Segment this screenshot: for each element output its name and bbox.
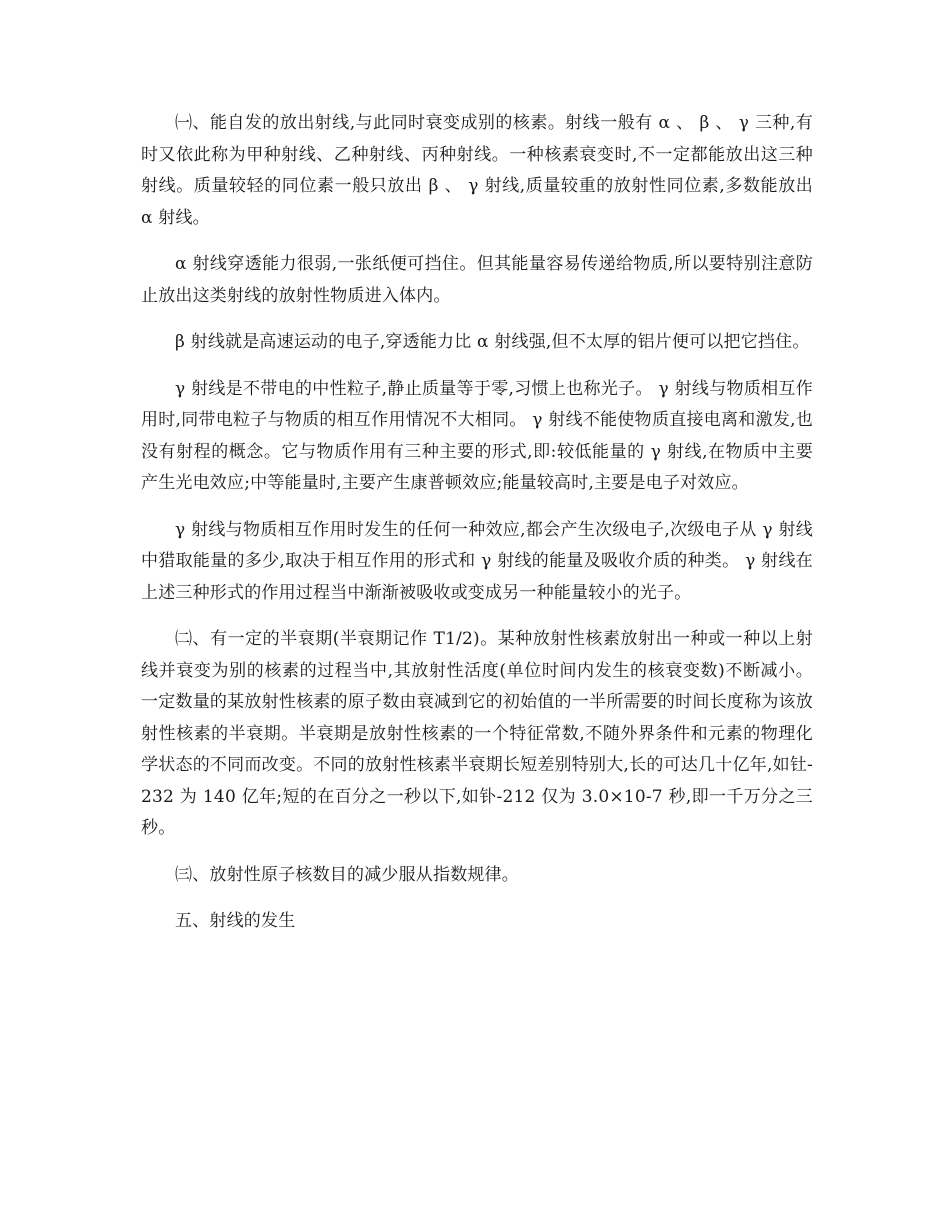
section-heading-ray-generation: 五、射线的发生: [175, 911, 296, 931]
paragraph-gamma-rays: γ 射线是不带电的中性粒子,静止质量等于零,习惯上也称光子。 γ 射线与物质相互作用时,同带电粒子与物质的相互作用情况不大相同。 γ 射线不能使物质直接电离和激发,也没有射程的概念。它与物质作用有三种主要的形式,即:较低能量的 γ 射线,在物质中主要产生光电效应;中等能量时,主要产生康普顿效应;能量较高时,主要是电子对效应。: [141, 378, 813, 493]
paragraph-beta-rays: β 射线就是高速运动的电子,穿透能力比 α 射线强,但不太厚的铝片便可以把它挡住。: [175, 332, 810, 352]
paragraph-decay-intro: ㈠、能自发的放出射线,与此同时衰变成别的核素。射线一般有 α 、 β 、 γ 三种,有时又依此称为甲种射线、乙种射线、丙种射线。一种核素衰变时,不一定都能放出这三种射线。质量较轻的同位素一般只放出 β 、 γ 射线,质量较重的放射性同位素,多数能放出 α 射线。: [141, 113, 813, 228]
paragraph-alpha-rays: α 射线穿透能力很弱,一张纸便可挡住。但其能量容易传递给物质,所以要特别注意防止放出这类射线的放射性物质进入体内。: [141, 254, 813, 306]
paragraph-gamma-effects: γ 射线与物质相互作用时发生的任何一种效应,都会产生次级电子,次级电子从 γ 射线中猎取能量的多少,取决于相互作用的形式和 γ 射线的能量及吸收介质的种类。 γ 射线在上述三种形式的作用过程当中渐渐被吸收或变成另一种能量较小的光子。: [141, 519, 813, 603]
document-body: [141, 108, 813, 953]
paragraph-half-life: ㈡、有一定的半衰期(半衰期记作 T1/2)。某种放射性核素放射出一种或一种以上射线并衰变为别的核素的过程当中,其放射性活度(单位时间内发生的核衰变数)不断减小。一定数量的某放射性核素的原子数由衰减到它的初始值的一半所需要的时间长度称为该放射性核素的半衰期。半衰期是放射性核素的一个特征常数,不随外界条件和元素的物理化学状态的不同而改变。不同的放射性核素半衰期长短差别特别大,长的可达几十亿年,如钍-232 为 140 亿年;短的在百分之一秒以下,如钋-212 仅为 3.0×10-7 秒,即一千万分之三秒。: [141, 629, 813, 838]
paragraph-exponential-law: ㈢、放射性原子核数目的减少服从指数规律。: [175, 864, 519, 885]
